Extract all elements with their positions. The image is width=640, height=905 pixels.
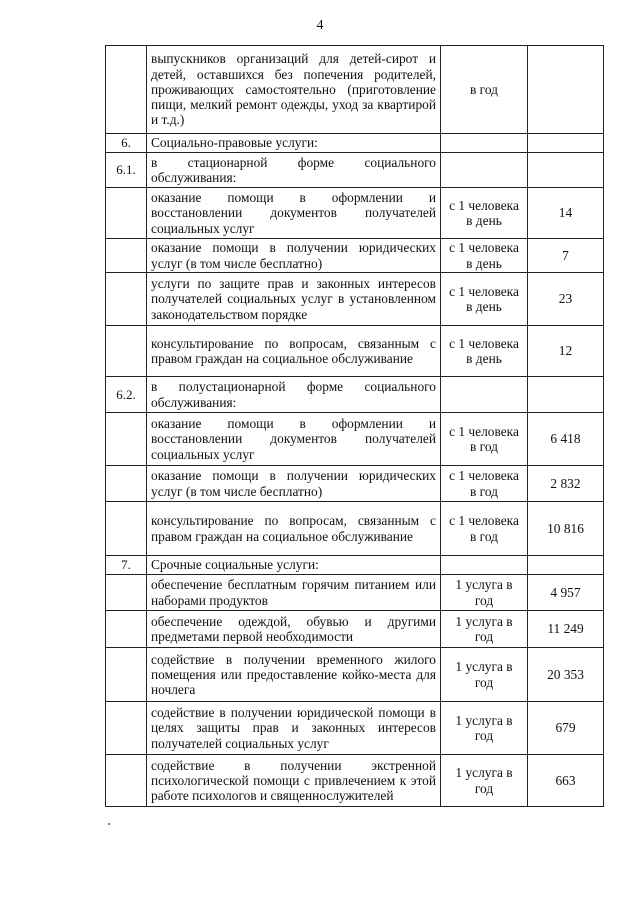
page-number: 4 (316, 18, 324, 33)
service-name: в стационарной форме социального обслуживания: (147, 153, 441, 188)
table-row (106, 755, 604, 807)
row-number (106, 188, 147, 239)
unit-of-measure: 1 услуга в год (441, 575, 528, 611)
service-name: обеспечение одеждой, обувью и другими предметами первой необходимости (147, 611, 441, 648)
table-row (106, 239, 604, 273)
unit-of-measure: с 1 человека в год (441, 413, 528, 466)
service-name: в полустационарной форме социального обслуживания: (147, 377, 441, 413)
service-value: 7 (528, 239, 604, 273)
service-value: 4 957 (528, 575, 604, 611)
service-name: содействие в получении экстренной психологической помощи с привлечением к этой работе психологов и священнослужителей (147, 755, 441, 807)
service-value: 663 (528, 755, 604, 807)
unit-of-measure: 1 услуга в год (441, 755, 528, 807)
row-number (106, 502, 147, 556)
unit-of-measure: в год (441, 46, 528, 134)
row-number (106, 611, 147, 648)
service-name: оказание помощи в получении юридических услуг (в том числе бесплатно) (147, 239, 441, 273)
table-row (106, 502, 604, 556)
row-number (106, 46, 147, 134)
service-value (528, 556, 604, 575)
row-number: 6.2. (106, 377, 147, 413)
table-row (106, 153, 604, 188)
unit-of-measure: 1 услуга в год (441, 648, 528, 702)
row-number (106, 326, 147, 377)
service-name: услуги по защите прав и законных интересов получателей социальных услуг в установленном законодательством порядке (147, 273, 441, 326)
service-name: выпускников организаций для детей-сирот и детей, оставшихся без попечения родителей, проживающих самостоятельно (приготовление пищи, мелкий ремонт одежды, уход за квартирой и т.д.) (147, 46, 441, 134)
service-value (528, 153, 604, 188)
service-name: содействие в получении юридической помощи в целях защиты прав и законных интересов получателей социальных услуг (147, 702, 441, 755)
service-name: Социально-правовые услуги: (147, 134, 441, 153)
table-row (106, 575, 604, 611)
unit-of-measure: с 1 человека в день (441, 239, 528, 273)
service-value (528, 46, 604, 134)
unit-of-measure (441, 134, 528, 153)
service-value: 2 832 (528, 466, 604, 502)
row-number (106, 648, 147, 702)
service-value (528, 377, 604, 413)
service-value: 10 816 (528, 502, 604, 556)
unit-of-measure: с 1 человека в день (441, 273, 528, 326)
unit-of-measure: с 1 человека в год (441, 502, 528, 556)
table-row (106, 648, 604, 702)
service-name: оказание помощи в оформлении и восстановлении документов получателей социальных услуг (147, 413, 441, 466)
row-number (106, 575, 147, 611)
table-row (106, 273, 604, 326)
unit-of-measure (441, 153, 528, 188)
unit-of-measure: 1 услуга в год (441, 611, 528, 648)
service-value: 14 (528, 188, 604, 239)
service-name: Срочные социальные услуги: (147, 556, 441, 575)
service-value: 679 (528, 702, 604, 755)
service-name: консультирование по вопросам, связанным с правом граждан на социальное обслуживание (147, 326, 441, 377)
table-row (106, 46, 604, 134)
unit-of-measure: 1 услуга в год (441, 702, 528, 755)
service-name: оказание помощи в получении юридических услуг (в том числе бесплатно) (147, 466, 441, 502)
service-value (528, 134, 604, 153)
table-row (106, 413, 604, 466)
table-row (106, 134, 604, 153)
unit-of-measure (441, 377, 528, 413)
table-row (106, 466, 604, 502)
table-row (106, 702, 604, 755)
unit-of-measure: с 1 человека в день (441, 188, 528, 239)
scan-dot (108, 823, 110, 825)
service-value: 6 418 (528, 413, 604, 466)
row-number (106, 755, 147, 807)
row-number: 6. (106, 134, 147, 153)
services-table (105, 45, 604, 807)
row-number: 7. (106, 556, 147, 575)
row-number (106, 466, 147, 502)
unit-of-measure: с 1 человека в год (441, 466, 528, 502)
table-row (106, 556, 604, 575)
unit-of-measure (441, 556, 528, 575)
row-number: 6.1. (106, 153, 147, 188)
row-number (106, 702, 147, 755)
table-row (106, 326, 604, 377)
service-value: 20 353 (528, 648, 604, 702)
table-row (106, 611, 604, 648)
unit-of-measure: с 1 человека в день (441, 326, 528, 377)
table-row (106, 188, 604, 239)
table-row (106, 377, 604, 413)
service-value: 11 249 (528, 611, 604, 648)
row-number (106, 413, 147, 466)
service-name: содействие в получении временного жилого помещения или предоставление койко-места для ночлега (147, 648, 441, 702)
table-body (106, 46, 604, 807)
row-number (106, 273, 147, 326)
row-number (106, 239, 147, 273)
service-value: 12 (528, 326, 604, 377)
service-name: оказание помощи в оформлении и восстановлении документов получателей социальных услуг (147, 188, 441, 239)
service-name: обеспечение бесплатным горячим питанием или наборами продуктов (147, 575, 441, 611)
service-value: 23 (528, 273, 604, 326)
service-name: консультирование по вопросам, связанным с правом граждан на социальное обслуживание (147, 502, 441, 556)
